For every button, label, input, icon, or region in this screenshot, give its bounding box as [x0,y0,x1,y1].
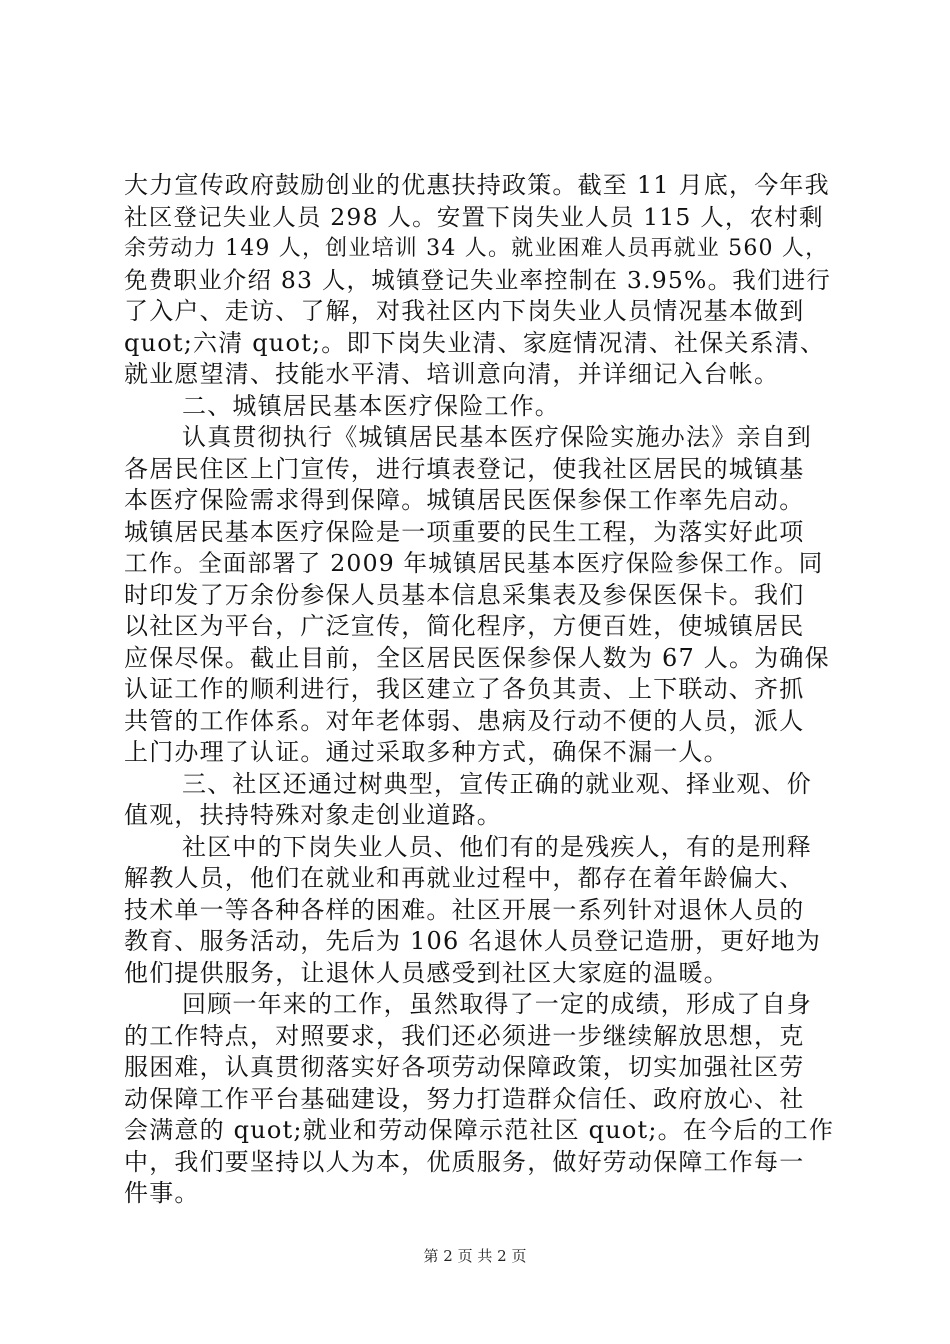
text-line: 免费职业介绍 83 人，城镇登记失业率控制在 3.95%。我们进行 [124,265,832,294]
text-line: 各居民住区上门宣传，进行填表登记，使我社区居民的城镇基 [124,454,805,483]
text-line: 认证工作的顺利进行，我区建立了各负其责、上下联动、齐抓 [124,675,805,703]
text-line: 本医疗保险需求得到保障。城镇居民医保参保工作率先启动。 [124,486,805,514]
page-footer [0,1245,950,1266]
text-line: 二、城镇居民基本医疗保险工作。 [182,391,560,420]
text-line: 三、社区还通过树典型，宣传正确的就业观、择业观、价 [182,769,812,798]
text-line: 城镇居民基本医疗保险是一项重要的民生工程，为落实好此项 [124,517,805,546]
text-line: 值观，扶持特殊对象走创业道路。 [124,801,502,829]
text-line: 回顾一年来的工作，虽然取得了一定的成绩，形成了自身 [182,990,812,1018]
text-line: 共管的工作体系。对年老体弱、患病及行动不便的人员，派人 [124,706,805,735]
text-line: 余劳动力 149 人，创业培训 34 人。就业困难人员再就业 560 人， [124,236,829,261]
text-line: 时印发了万余份参保人员基本信息采集表及参保医保卡。我们 [124,580,805,609]
text-line: 会满意的 quot;就业和劳动保障示范社区 quot;。在今后的工作 [124,1116,835,1144]
text-line: 就业愿望清、技能水平清、培训意向清，并详细记入台帐。 [124,360,780,388]
text-line: 他们提供服务，让退休人员感受到社区大家庭的温暖。 [124,958,729,987]
text-line: 工作。全面部署了 2009 年城镇居民基本医疗保险参保工作。同 [124,549,824,577]
text-line: 大力宣传政府鼓励创业的优惠扶持政策。截至 11 月底，今年我 [124,171,830,199]
text-line: 件事。 [124,1179,200,1207]
text-line: 上门办理了认证。通过采取多种方式，确保不漏一人。 [124,738,729,766]
text-line: 动保障工作平台基础建设，努力打造群众信任、政府放心、社 [124,1084,805,1113]
text-line: 的工作特点，对照要求，我们还必须进一步继续解放思想，克 [124,1021,805,1050]
document-body [124,170,834,1210]
text-line: 以社区为平台，广泛宣传，简化程序，方便百姓，使城镇居民 [124,612,805,640]
text-line: 社区中的下岗失业人员、他们有的是残疾人，有的是刑释 [182,832,812,861]
text-line: 教育、服务活动，先后为 106 名退休人员登记造册，更好地为 [124,927,822,955]
text-line: 中，我们要坚持以人为本，优质服务，做好劳动保障工作每一 [124,1147,805,1176]
text-line: 认真贯彻执行《城镇居民基本医疗保险实施办法》亲自到 [182,423,812,451]
text-line: 了入户、走访、了解，对我社区内下岗失业人员情况基本做到 [124,297,805,325]
text-line: 服困难，认真贯彻落实好各项劳动保障政策，切实加强社区劳 [124,1053,805,1081]
text-line: 社区登记失业人员 298 人。安置下岗失业人员 115 人，农村剩 [124,202,824,231]
text-line: 应保尽保。截止目前，全区居民医保参保人数为 67 人。为确保 [124,643,830,672]
text-line: quot;六清 quot;。即下岗失业清、家庭情况清、社保关系清、 [124,328,826,357]
page-number: 第 2 页 共 2 页 [423,1247,527,1265]
text-line: 技术单一等各种各样的困难。社区开展一系列针对退休人员的 [124,895,805,924]
text-line: 解教人员，他们在就业和再就业过程中，都存在着年龄偏大、 [124,864,805,892]
